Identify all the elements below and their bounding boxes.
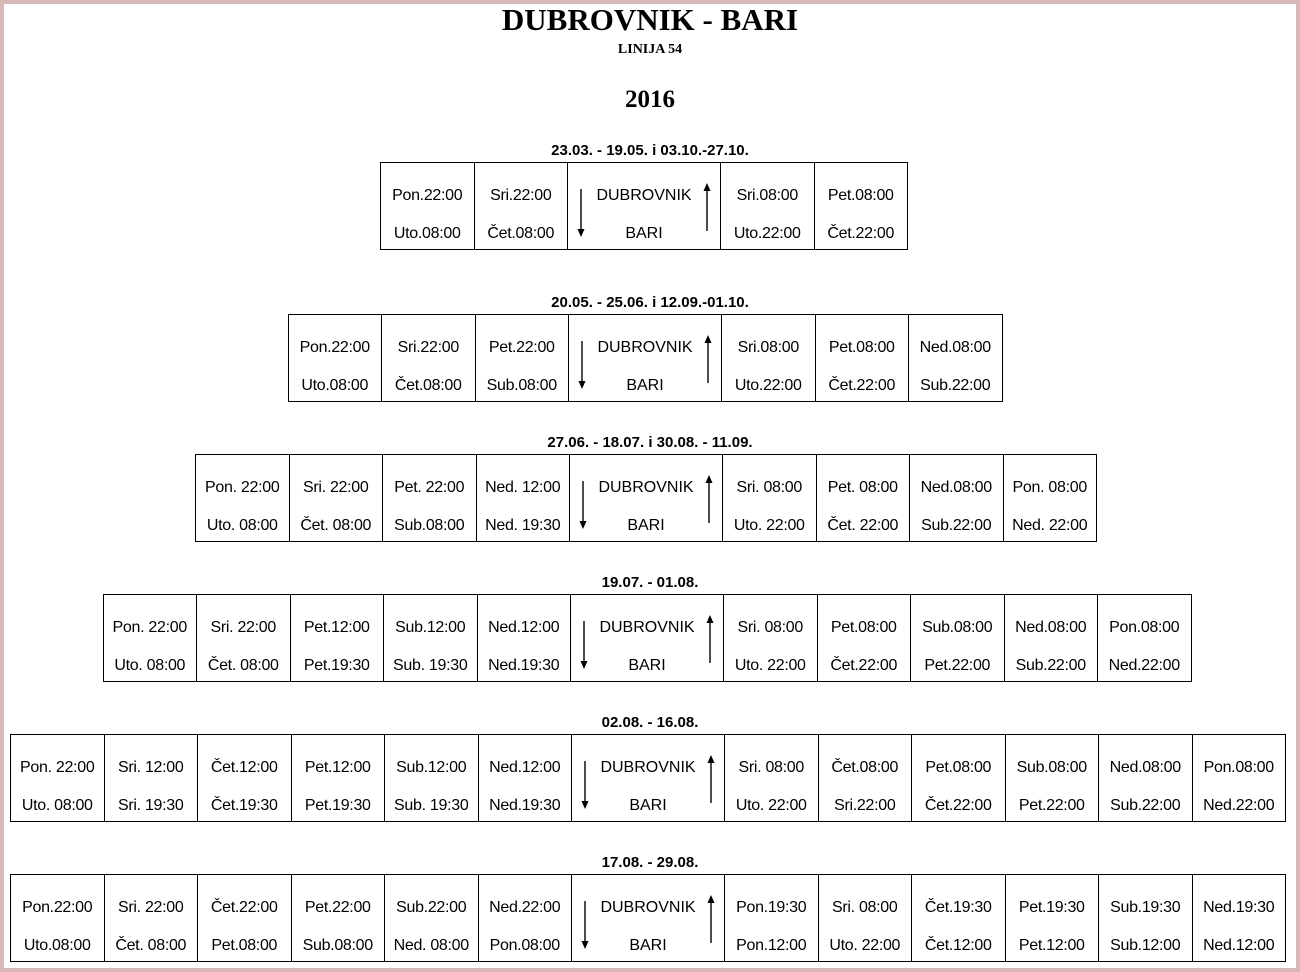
origin-label: DUBROVNIK (598, 479, 694, 496)
schedule-table (380, 162, 908, 250)
arrival-time: Čet. 08:00 (115, 937, 187, 954)
departure-time: Pet.08:00 (827, 187, 894, 204)
departure-cell (11, 875, 105, 962)
arrival-time: Sri.22:00 (834, 797, 896, 814)
departure-cell (11, 735, 105, 822)
arrival-time: Uto. 22:00 (735, 797, 807, 814)
arrival-time: Čet.22:00 (830, 657, 898, 674)
departure-time: Sri. 08:00 (737, 619, 803, 636)
departure-time: Sri.08:00 (736, 187, 798, 204)
departure-cell (197, 595, 291, 682)
departure-cell (1005, 875, 1099, 962)
departure-cell (104, 735, 198, 822)
schedule-table (10, 734, 1286, 822)
departure-time: Pet.19:30 (1018, 899, 1085, 916)
table-row (196, 455, 1097, 542)
departure-time: Pon.19:30 (736, 899, 807, 916)
arrival-time: Sub.08:00 (486, 377, 557, 394)
table-row (103, 595, 1191, 682)
departure-time: Čet.22:00 (210, 899, 278, 916)
departure-cell (291, 735, 385, 822)
departure-time: Ned.08:00 (1015, 619, 1087, 636)
period-heading: 17.08. - 29.08. (601, 854, 699, 871)
arrival-time: Uto. 22:00 (734, 657, 806, 674)
departure-time: Ned. 12:00 (485, 479, 561, 496)
departure-time: Pon.22:00 (22, 899, 93, 916)
departure-cell (478, 875, 572, 962)
departure-time: Sri. 08:00 (832, 899, 898, 916)
departure-time: Sri. 12:00 (118, 759, 184, 776)
departure-cell (383, 455, 477, 542)
departure-time: Pet.08:00 (828, 339, 895, 356)
departure-cell (196, 455, 290, 542)
departure-time: Ned.22:00 (489, 899, 561, 916)
origin-label: DUBROVNIK (599, 619, 695, 636)
period-heading: 27.06. - 18.07. i 30.08. - 11.09. (547, 434, 753, 451)
destination-label: BARI (628, 657, 666, 674)
destination-label: BARI (625, 225, 663, 242)
departure-cell (474, 163, 568, 250)
period-heading: 02.08. - 16.08. (601, 714, 699, 731)
arrival-time: Uto.22:00 (733, 225, 801, 242)
schedule-table (103, 594, 1192, 682)
departure-cell (103, 595, 197, 682)
departure-cell (478, 735, 572, 822)
departure-time: Ned.19:30 (1203, 899, 1275, 916)
departure-cell (722, 315, 816, 402)
departure-cell (816, 455, 910, 542)
table-row (288, 315, 1002, 402)
arrival-time: Uto.08:00 (23, 937, 91, 954)
schedule-table (10, 874, 1286, 962)
table-row (381, 163, 908, 250)
departure-cell (385, 875, 479, 962)
arrival-time: Pet.19:30 (303, 657, 370, 674)
departure-cell (910, 455, 1004, 542)
schedule-table (288, 314, 1003, 402)
departure-time: Ned.12:00 (488, 619, 560, 636)
departure-cell (475, 315, 569, 402)
arrival-time: Čet.12:00 (924, 937, 992, 954)
departure-cell (815, 315, 909, 402)
departure-time: Pet.12:00 (304, 759, 371, 776)
destination-label: BARI (629, 937, 667, 954)
departure-cell (1005, 735, 1099, 822)
route-cell (568, 163, 721, 250)
departure-time: Sub.22:00 (396, 899, 467, 916)
departure-time: Sub.08:00 (922, 619, 993, 636)
departure-time: Pon.08:00 (1203, 759, 1274, 776)
departure-time: Sub.19:30 (1110, 899, 1181, 916)
departure-cell (1192, 735, 1286, 822)
origin-label: DUBROVNIK (597, 339, 693, 356)
departure-cell (198, 735, 292, 822)
departure-time: Pet. 22:00 (394, 479, 465, 496)
departure-time: Pon. 22:00 (20, 759, 95, 776)
route-cell (570, 455, 723, 542)
departure-time: Pon.22:00 (392, 187, 463, 204)
arrival-time: Uto.08:00 (301, 377, 369, 394)
arrival-time: Pet.22:00 (924, 657, 991, 674)
table-row (11, 875, 1286, 962)
route-cell (572, 735, 725, 822)
departure-cell (384, 595, 478, 682)
departure-time: Sri. 22:00 (210, 619, 276, 636)
origin-label: DUBROVNIK (596, 187, 692, 204)
departure-cell (1099, 875, 1193, 962)
departure-cell (724, 595, 818, 682)
departure-cell (909, 315, 1003, 402)
departure-time: Ned.08:00 (919, 339, 991, 356)
departure-time: Pet.12:00 (303, 619, 370, 636)
route-cell (572, 875, 725, 962)
departure-time: Sri. 08:00 (738, 759, 804, 776)
arrival-time: Ned.22:00 (1203, 797, 1275, 814)
departure-time: Pet.08:00 (830, 619, 897, 636)
arrival-time: Sub.22:00 (920, 377, 991, 394)
arrival-time: Sub.12:00 (1110, 937, 1181, 954)
departure-cell (725, 735, 819, 822)
arrival-time: Čet. 22:00 (827, 517, 899, 534)
departure-cell (198, 875, 292, 962)
departure-cell (912, 735, 1006, 822)
arrival-time: Ned.22:00 (1108, 657, 1180, 674)
departure-cell (814, 163, 908, 250)
departure-cell (721, 163, 815, 250)
departure-time: Pet.08:00 (925, 759, 992, 776)
departure-cell (288, 315, 382, 402)
arrival-time: Ned.19:30 (488, 657, 560, 674)
arrival-time: Čet. 08:00 (300, 517, 372, 534)
departure-time: Pet. 08:00 (827, 479, 898, 496)
departure-cell (1098, 595, 1192, 682)
period-heading: 20.05. - 25.06. i 12.09.-01.10. (551, 294, 749, 311)
departure-cell (818, 875, 912, 962)
arrival-time: Čet.22:00 (924, 797, 992, 814)
arrival-time: Sub.22:00 (1110, 797, 1181, 814)
departure-time: Sri. 08:00 (736, 479, 802, 496)
departure-time: Sri. 22:00 (303, 479, 369, 496)
departure-cell (291, 875, 385, 962)
departure-time: Sri.22:00 (490, 187, 552, 204)
arrival-time: Sri. 19:30 (118, 797, 184, 814)
destination-label: BARI (629, 797, 667, 814)
arrival-time: Ned.12:00 (1203, 937, 1275, 954)
arrival-time: Čet.08:00 (487, 225, 555, 242)
arrival-time: Uto.22:00 (734, 377, 802, 394)
departure-cell (725, 875, 819, 962)
departure-cell (817, 595, 911, 682)
arrival-time: Ned. 22:00 (1012, 517, 1088, 534)
departure-time: Pon. 22:00 (112, 619, 187, 636)
departure-time: Sri.08:00 (737, 339, 799, 356)
departure-cell (476, 455, 570, 542)
departure-cell (911, 595, 1005, 682)
route-cell (569, 315, 722, 402)
line-number: LINIJA 54 (617, 42, 683, 57)
departure-time: Čet.08:00 (831, 759, 899, 776)
departure-cell (1192, 875, 1286, 962)
departure-time: Sub.08:00 (1016, 759, 1087, 776)
departure-time: Pon. 22:00 (205, 479, 280, 496)
departure-time: Sri. 22:00 (118, 899, 184, 916)
destination-label: BARI (626, 377, 664, 394)
arrival-time: Ned. 08:00 (393, 937, 469, 954)
departure-cell (381, 163, 475, 250)
route-cell (571, 595, 724, 682)
arrival-time: Čet.19:30 (210, 797, 278, 814)
departure-time: Pon.22:00 (299, 339, 370, 356)
departure-time: Ned.12:00 (489, 759, 561, 776)
period-heading: 23.03. - 19.05. i 03.10.-27.10. (551, 142, 749, 159)
departure-cell (104, 875, 198, 962)
arrival-time: Ned.19:30 (489, 797, 561, 814)
origin-label: DUBROVNIK (600, 899, 696, 916)
arrival-time: Sub.08:00 (302, 937, 373, 954)
table-row (11, 735, 1286, 822)
departure-cell (912, 875, 1006, 962)
departure-cell (1099, 735, 1193, 822)
departure-time: Sub.12:00 (396, 759, 467, 776)
arrival-time: Sub.22:00 (921, 517, 992, 534)
year-heading: 2016 (625, 86, 675, 113)
arrival-time: Sub. 19:30 (394, 797, 469, 814)
departure-cell (477, 595, 571, 682)
destination-label: BARI (627, 517, 665, 534)
departure-time: Pon.08:00 (1109, 619, 1180, 636)
arrival-time: Čet.22:00 (828, 377, 896, 394)
arrival-time: Pet.22:00 (1018, 797, 1085, 814)
departure-cell (723, 455, 817, 542)
arrival-time: Pet.12:00 (1018, 937, 1085, 954)
arrival-time: Uto. 08:00 (206, 517, 278, 534)
arrival-time: Pet.08:00 (211, 937, 278, 954)
arrival-time: Čet.08:00 (394, 377, 462, 394)
departure-cell (385, 735, 479, 822)
period-heading: 19.07. - 01.08. (601, 574, 699, 591)
arrival-time: Uto. 22:00 (829, 937, 901, 954)
arrival-time: Čet.22:00 (827, 225, 895, 242)
arrival-time: Sub.08:00 (394, 517, 465, 534)
schedule-table (195, 454, 1097, 542)
departure-time: Čet.19:30 (924, 899, 992, 916)
arrival-time: Sub. 19:30 (393, 657, 468, 674)
departure-cell (382, 315, 476, 402)
arrival-time: Ned. 19:30 (485, 517, 561, 534)
departure-time: Pon. 08:00 (1012, 479, 1087, 496)
departure-cell (1004, 595, 1098, 682)
arrival-time: Uto. 08:00 (21, 797, 93, 814)
departure-cell (290, 595, 384, 682)
departure-time: Pet.22:00 (304, 899, 371, 916)
departure-cell (289, 455, 383, 542)
arrival-time: Pon.08:00 (489, 937, 560, 954)
departure-cell (1003, 455, 1097, 542)
arrival-time: Čet. 08:00 (207, 657, 279, 674)
departure-cell (818, 735, 912, 822)
departure-time: Čet.12:00 (210, 759, 278, 776)
arrival-time: Pet.19:30 (304, 797, 371, 814)
page-title: DUBROVNIK - BARI (501, 2, 799, 37)
departure-time: Pet.22:00 (488, 339, 555, 356)
arrival-time: Uto. 22:00 (733, 517, 805, 534)
origin-label: DUBROVNIK (600, 759, 696, 776)
arrival-time: Pon.12:00 (736, 937, 807, 954)
departure-time: Sub.12:00 (395, 619, 466, 636)
arrival-time: Uto. 08:00 (114, 657, 186, 674)
departure-time: Ned.08:00 (920, 479, 992, 496)
departure-time: Sri.22:00 (397, 339, 459, 356)
departure-time: Ned.08:00 (1109, 759, 1181, 776)
arrival-time: Uto.08:00 (393, 225, 461, 242)
arrival-time: Sub.22:00 (1015, 657, 1086, 674)
